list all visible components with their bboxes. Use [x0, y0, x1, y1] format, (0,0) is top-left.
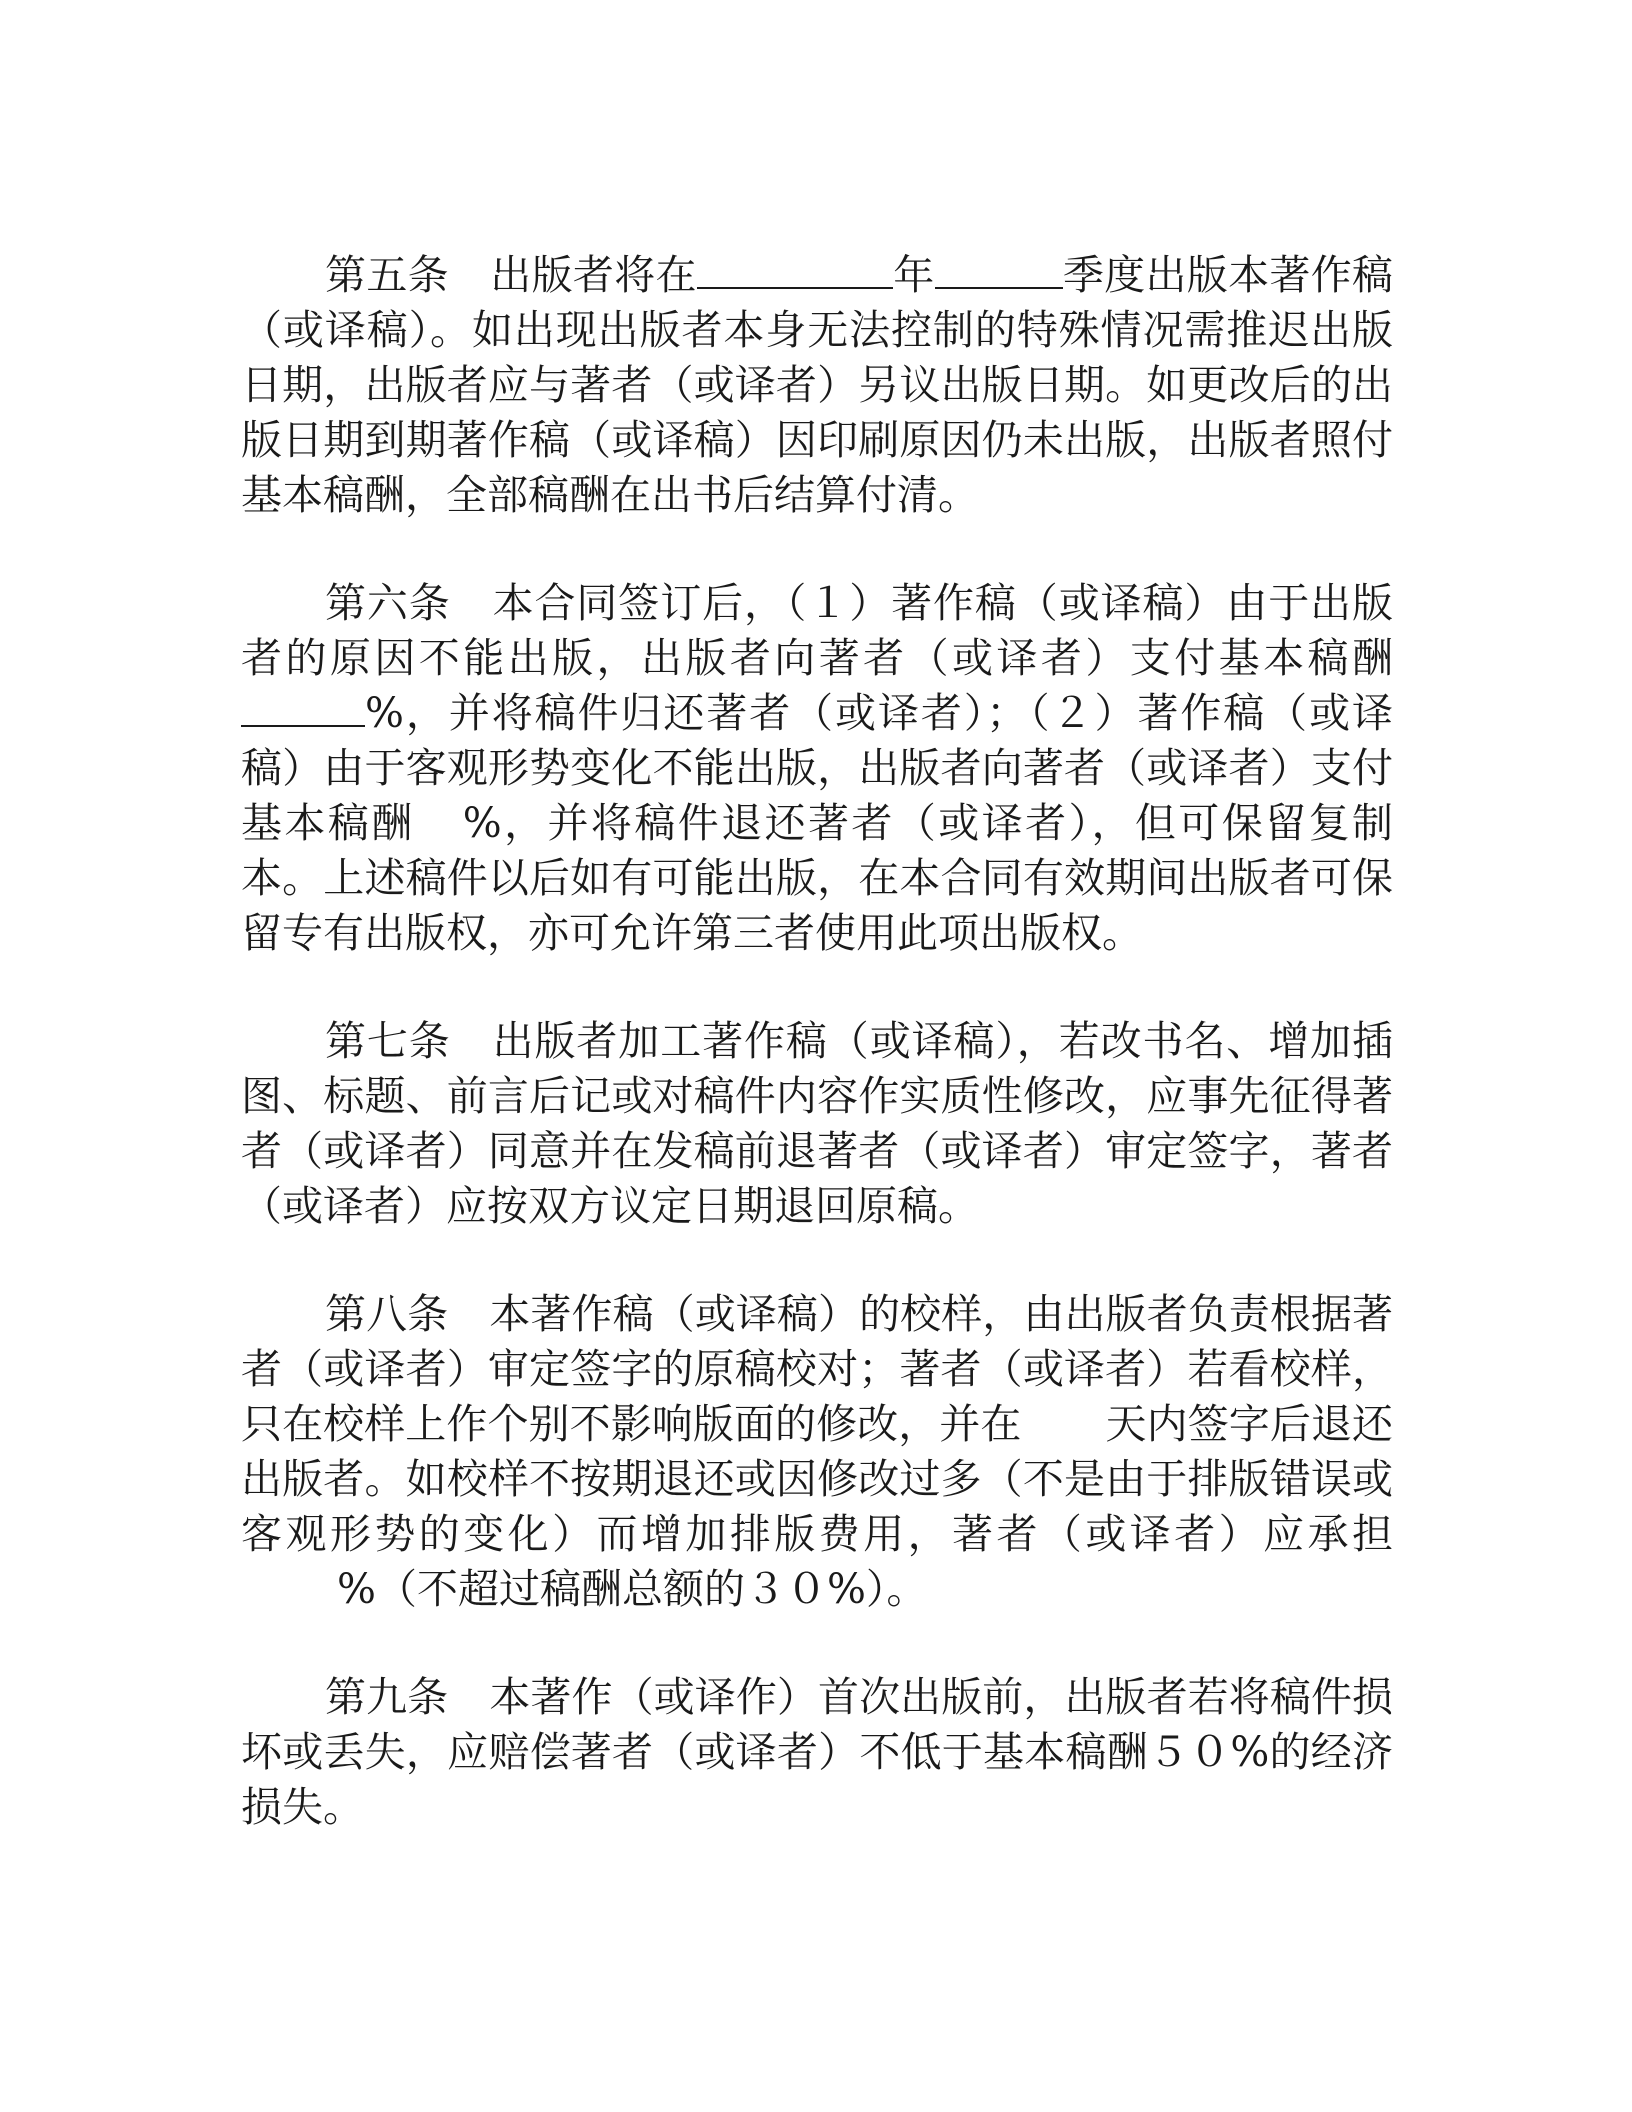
article-text: %（不超过稿酬总额的３０%）。	[337, 1565, 928, 1613]
article-6	[241, 576, 1393, 961]
contract-body	[241, 248, 1393, 1888]
quarter-blank	[935, 249, 1063, 289]
article-9	[241, 1670, 1393, 1835]
article-text: 年	[892, 251, 935, 299]
article-5	[241, 248, 1393, 523]
article-heading: 第五条	[325, 251, 449, 299]
article-text: 季度出版本著作稿（或译稿）。如出现出版者本身无法控制的特殊情况需推迟出版日期，出版者应与著者（或译者）另议出版日期。如更改后的出版日期到期著作稿（或译稿）因印刷原因仍未出版，出版者照付基本稿酬，全部稿酬在出书后结算付清。	[241, 251, 1394, 519]
article-text: 出版者将在	[490, 251, 697, 299]
article-heading: 第七条	[325, 1017, 451, 1065]
article-heading: 第九条	[325, 1673, 449, 1721]
article-text: %，并将稿件退还著者（或译者），但可保留复制本。上述稿件以后如有可能出版，在本合同有效期间出版者可保留专有出版权，亦可允许第三者使用此项出版权。	[241, 799, 1393, 957]
article-text: 本合同签订后，（１）著作稿（或译稿）由于出版者的原因不能出版，出版者向著者（或译者）支付基本稿酬	[241, 579, 1394, 682]
year-blank	[697, 249, 893, 289]
article-heading: 第六条	[325, 579, 451, 627]
article-text: 本著作稿（或译稿）的校样，由出版者负责根据著者（或译者）审定签字的原稿校对；著者（或译者）若看校样，只在校样上作个别不影响版面的修改，并在	[241, 1290, 1394, 1448]
article-text: 本著作（或译作）首次出版前，出版者若将稿件损坏或丢失，应赔偿著者（或译者）不低于基本稿酬５０%的经济损失。	[241, 1673, 1394, 1831]
percent-blank	[241, 687, 365, 727]
article-heading: 第八条	[325, 1290, 449, 1338]
article-7	[241, 1014, 1393, 1234]
article-text: %，并将稿件归还著者（或译者）；（２）著作稿（或译稿）由于客观形势变化不能出版，出版者向著者（或译者）支付基本稿酬	[241, 689, 1393, 847]
article-8	[241, 1287, 1393, 1617]
article-text: 天内签字后退还出版者。如校样不按期退还或因修改过多（不是由于排版错误或客观形势的变化）而增加排版费用，著者（或译者）应承担	[241, 1400, 1394, 1558]
article-text: 出版者加工著作稿（或译稿），若改书名、增加插图、标题、前言后记或对稿件内容作实质性修改，应事先征得著者（或译者）同意并在发稿前退著者（或译者）审定签字，著者（或译者）应按双方议定日期退回原稿。	[241, 1017, 1394, 1230]
